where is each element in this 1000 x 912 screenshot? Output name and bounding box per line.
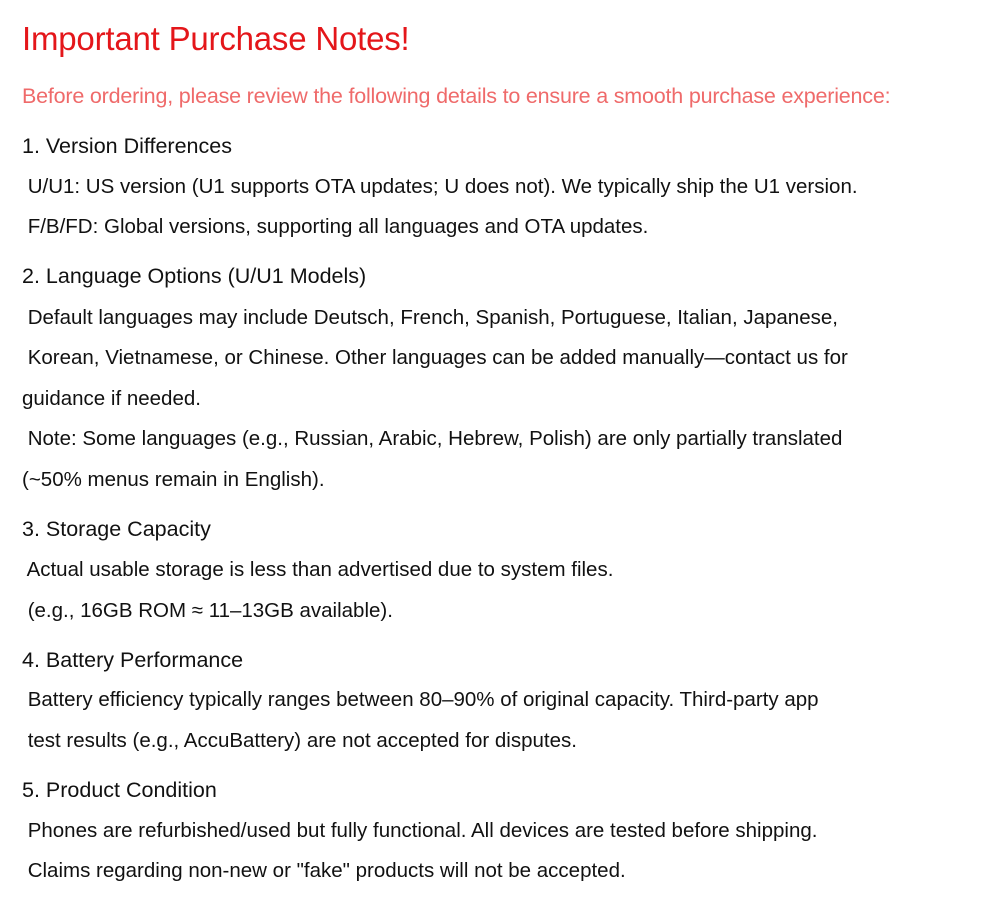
section-heading-battery-performance: 4. Battery Performance — [22, 648, 244, 672]
section-line: F/B/FD: Global versions, supporting all languages and OTA updates. — [22, 215, 649, 238]
section-heading-product-condition: 5. Product Condition — [22, 778, 217, 802]
intro-text: Before ordering, please review the following details to ensure a smooth purchase experience: — [22, 84, 891, 108]
section-line: test results (e.g., AccuBattery) are not accepted for disputes. — [22, 729, 577, 752]
page-title: Important Purchase Notes! — [22, 20, 410, 57]
section-heading-version-differences: 1. Version Differences — [22, 134, 232, 158]
section-line: Korean, Vietnamese, or Chinese. Other languages can be added manually—contact us for — [22, 346, 848, 369]
section-line: (~50% menus remain in English). — [22, 468, 325, 491]
section-line: guidance if needed. — [22, 387, 201, 410]
section-line: Note: Some languages (e.g., Russian, Arabic, Hebrew, Polish) are only partially translated — [22, 427, 843, 450]
section-line: Default languages may include Deutsch, French, Spanish, Portuguese, Italian, Japanese, — [22, 306, 838, 329]
section-heading-storage-capacity: 3. Storage Capacity — [22, 517, 211, 541]
section-line: Actual usable storage is less than advertised due to system files. — [22, 558, 614, 581]
section-line: (e.g., 16GB ROM ≈ 11–13GB available). — [22, 599, 393, 622]
section-line: Battery efficiency typically ranges between 80–90% of original capacity. Third-party app — [22, 688, 819, 711]
section-heading-language-options: 2. Language Options (U/U1 Models) — [22, 264, 367, 288]
section-line: Phones are refurbished/used but fully functional. All devices are tested before shipping. — [22, 819, 818, 842]
section-line: Claims regarding non-new or "fake" products will not be accepted. — [22, 859, 626, 882]
section-line: U/U1: US version (U1 supports OTA updates; U does not). We typically ship the U1 version. — [22, 175, 858, 198]
